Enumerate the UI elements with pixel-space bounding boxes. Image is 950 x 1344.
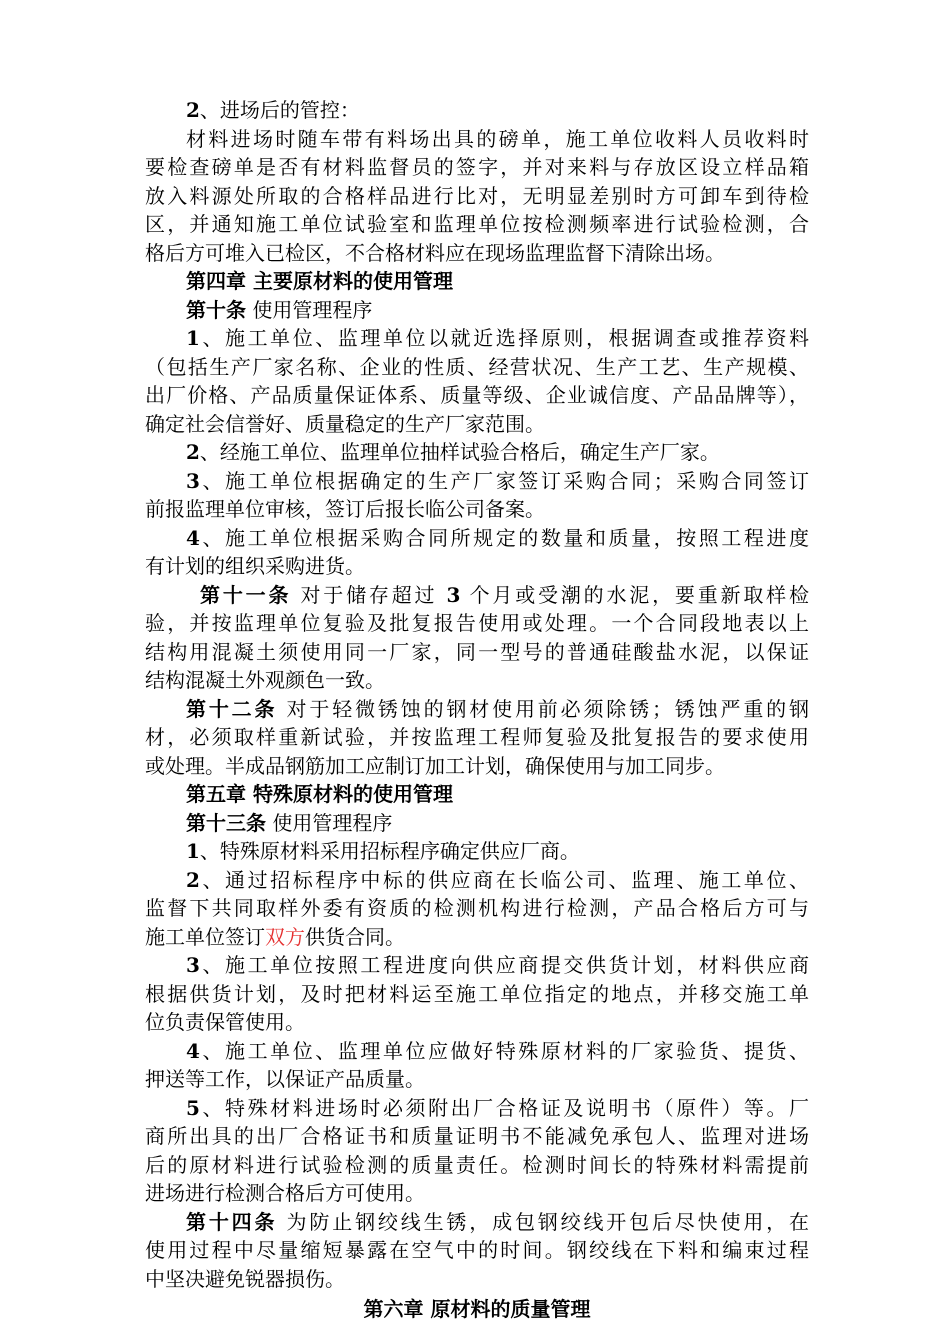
chapter-5-title: 第五章 特殊原材料的使用管理: [186, 782, 453, 806]
item-number: 1: [186, 839, 200, 863]
paragraph-line: 结构用混凝土须使用同一厂家，同一型号的普通硅酸盐水泥，以保证: [145, 639, 809, 664]
item-number: 2: [186, 867, 200, 892]
item-number: 2: [186, 98, 200, 122]
paragraph-line: 格后方可堆入已检区，不合格材料应在现场监理监督下清除出场。: [145, 240, 725, 265]
article-label: 第十条: [186, 297, 246, 322]
article-text: 个月或受潮的水泥，要重新取样检: [460, 582, 809, 607]
article-11: [145, 581, 809, 610]
article-10-heading: [145, 296, 809, 325]
article-label: 第十四条: [186, 1209, 278, 1234]
line-text: 供货合同。: [305, 924, 405, 949]
item-text: 、施工单位根据确定的生产厂家签订采购合同；采购合同签订: [199, 468, 809, 493]
chapter-6-title: 第六章 原材料的质量管理: [363, 1297, 591, 1321]
item-text: 、施工单位根据采购合同所规定的数量和质量，按照工程进度: [199, 525, 809, 550]
chapter-4-title: 第四章 主要原材料的使用管理: [186, 269, 453, 293]
article-12: [145, 695, 809, 724]
paragraph-line: 根据供货计划，及时把材料运至施工单位指定的地点，并移交施工单: [145, 981, 809, 1006]
paragraph-line: 放入料源处所取的合格样品进行比对，无明显差别时方可卸车到待检: [145, 183, 809, 208]
item-text: 、施工单位、监理单位以就近选择原则，根据调查或推荐资料: [199, 326, 809, 350]
item-13-2: [145, 866, 809, 895]
paragraph-line: 材料进场时随车带有料场出具的磅单，施工单位收料人员收料时: [186, 126, 809, 151]
item-13-3: [145, 951, 809, 980]
paragraph-line: [145, 923, 809, 952]
paragraph-line: 出厂价格、产品质量保证体系、质量等级、企业诚信度、产品品牌等），: [145, 383, 809, 407]
item-number: 4: [186, 525, 200, 550]
item-13-5: [145, 1094, 809, 1123]
item-number: 3: [186, 468, 200, 493]
document-page: [145, 96, 809, 1324]
article-text: 对于储存超过: [291, 582, 447, 607]
item-13-1: [145, 837, 809, 866]
article-label: 第十二条: [186, 696, 278, 721]
highlighted-text: 双方: [265, 924, 305, 949]
item-number: 4: [186, 1038, 200, 1063]
article-label: 第十一条: [200, 582, 292, 607]
article-text: 使用管理程序: [266, 810, 393, 835]
item-text: 、特殊原材料采用招标程序确定供应厂商。: [199, 839, 580, 863]
item-number: 2: [186, 440, 200, 464]
article-14: [145, 1208, 809, 1237]
paragraph-line: 区，并通知施工单位试验室和监理单位按检测频率进行试验检测，合: [145, 212, 809, 236]
paragraph-line: 中坚决避免锐器损伤。: [145, 1266, 345, 1291]
article-text: 对于轻微锈蚀的钢材使用前必须除锈；锈蚀严重的钢: [277, 696, 809, 721]
article-13-heading: [145, 809, 809, 838]
paragraph-line: 结构混凝土外观颜色一致。: [145, 668, 385, 692]
month-number: 3: [446, 582, 461, 607]
section-heading-intake-control: [145, 96, 809, 125]
item-number: 5: [186, 1095, 200, 1120]
paragraph-line: 前报监理单位审核，签订后报长临公司备案。: [145, 497, 545, 521]
item-text: 、通过招标程序中标的供应商在长临公司、监理、施工单位、: [199, 867, 809, 892]
item-text: 、施工单位、监理单位应做好特殊原材料的厂家验货、提货、: [199, 1038, 809, 1063]
item-number: 3: [186, 953, 200, 977]
paragraph-line: 有计划的组织采购进货。: [145, 554, 365, 578]
article-label: 第十三条: [186, 810, 266, 835]
paragraph-line: 材，必须取样重新试验，并按监理工程师复验及批复报告的要求使用: [145, 725, 809, 749]
item-10-1: [145, 324, 809, 353]
item-text: 、施工单位按照工程进度向供应商提交供货计划，材料供应商: [199, 953, 809, 977]
paragraph-line: 使用过程中尽量缩短暴露在空气中的时间。钢绞线在下料和编束过程: [145, 1238, 809, 1262]
item-number: 1: [186, 326, 200, 350]
paragraph-line: 进场进行检测合格后方可使用。: [145, 1181, 425, 1205]
paragraph-line: 确定社会信誉好、质量稳定的生产厂家范围。: [145, 411, 545, 436]
article-text: 使用管理程序: [246, 297, 373, 322]
item-13-4: [145, 1037, 809, 1066]
paragraph-line: 后的原材料进行试验检测的质量责任。检测时间长的特殊材料需提前: [145, 1152, 809, 1177]
item-10-4: [145, 524, 809, 553]
paragraph-line: 验，并按监理单位复验及批复报告使用或处理。一个合同段地表以上: [145, 611, 809, 635]
paragraph-line: 或处理。半成品钢筋加工应制订加工计划，确保使用与加工同步。: [145, 753, 725, 778]
paragraph-line: 位负责保管使用。: [145, 1010, 305, 1034]
paragraph-line: 商所出具的出厂合格证书和质量证明书不能减免承包人、监理对进场: [145, 1124, 809, 1148]
heading-text: 、进场后的管控：: [199, 98, 360, 122]
paragraph-line: 监督下共同取样外委有资质的检测机构进行检测，产品合格后方可与: [145, 896, 809, 920]
paragraph-line: （包括生产厂家名称、企业的性质、经营状况、生产工艺、生产规模、: [145, 354, 809, 379]
item-10-2: [145, 438, 809, 467]
item-text: 、特殊材料进场时必须附出厂合格证及说明书（原件）等。厂: [199, 1095, 809, 1120]
item-10-3: [145, 467, 809, 496]
line-text: 施工单位签订: [145, 924, 265, 949]
paragraph-line: 要检查磅单是否有材料监督员的签字，并对来料与存放区设立样品箱: [145, 155, 809, 179]
paragraph-line: 押送等工作，以保证产品质量。: [145, 1067, 425, 1091]
item-text: 、经施工单位、监理单位抽样试验合格后，确定生产厂家。: [199, 440, 720, 464]
article-text: 为防止钢绞线生锈，成包钢绞线开包后尽快使用，在: [277, 1209, 809, 1234]
